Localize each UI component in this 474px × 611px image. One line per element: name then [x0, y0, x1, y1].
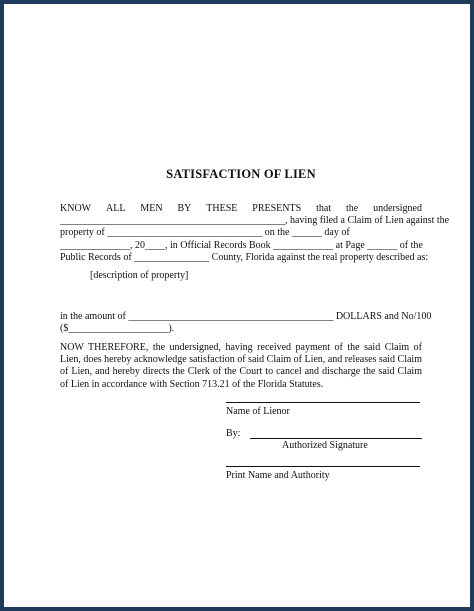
signature-block	[226, 428, 422, 451]
amount-line-1: in the amount of _________________________________________ DOLLARS and No/100	[60, 311, 432, 322]
lienor-name-block	[226, 402, 422, 417]
amount-paragraph	[60, 311, 432, 335]
opening-line-3: property of _______________________________ on the ______ day of	[60, 227, 350, 239]
amount-line-2: ($____________________).	[60, 323, 175, 335]
print-name-line	[226, 466, 420, 467]
lienor-name-label: Name of Lienor	[226, 406, 290, 417]
opening-paragraph	[60, 203, 450, 264]
print-name-label: Print Name and Authority	[226, 470, 330, 481]
property-description-placeholder: [description of property]	[90, 270, 189, 281]
document-page	[60, 4, 450, 607]
authorized-signature-label: Authorized Signature	[282, 440, 368, 451]
print-name-block	[226, 466, 422, 481]
opening-line-5: Public Records of _______________ County, Florida against the real property described as:	[60, 251, 429, 263]
by-label: By:	[226, 428, 241, 439]
opening-line-4: ______________, 20____, in Official Records Book ____________ at Page ______ of the	[60, 239, 423, 251]
signature-line	[250, 428, 422, 439]
by-row	[226, 428, 422, 439]
document-title: SATISFACTION OF LIEN	[166, 167, 316, 181]
opening-line-1: KNOW ALL MEN BY THESE PRESENTS that the undersigned	[60, 203, 422, 214]
now-therefore-paragraph: NOW THEREFORE, the undersigned, having received payment of the said Claim of Lien, does hereby acknowledge satisfaction of said Claim of Lien, and releases said Claim of Lien, and hereby directs the Clerk of the Court to cancel and discharge the said Claim of Lien in accordance with Section 713.21 of the Florida Statutes.	[60, 342, 422, 390]
opening-line-2: _____________________________________________, having filed a Claim of Lien against the	[60, 215, 450, 227]
lienor-name-line	[226, 402, 420, 403]
